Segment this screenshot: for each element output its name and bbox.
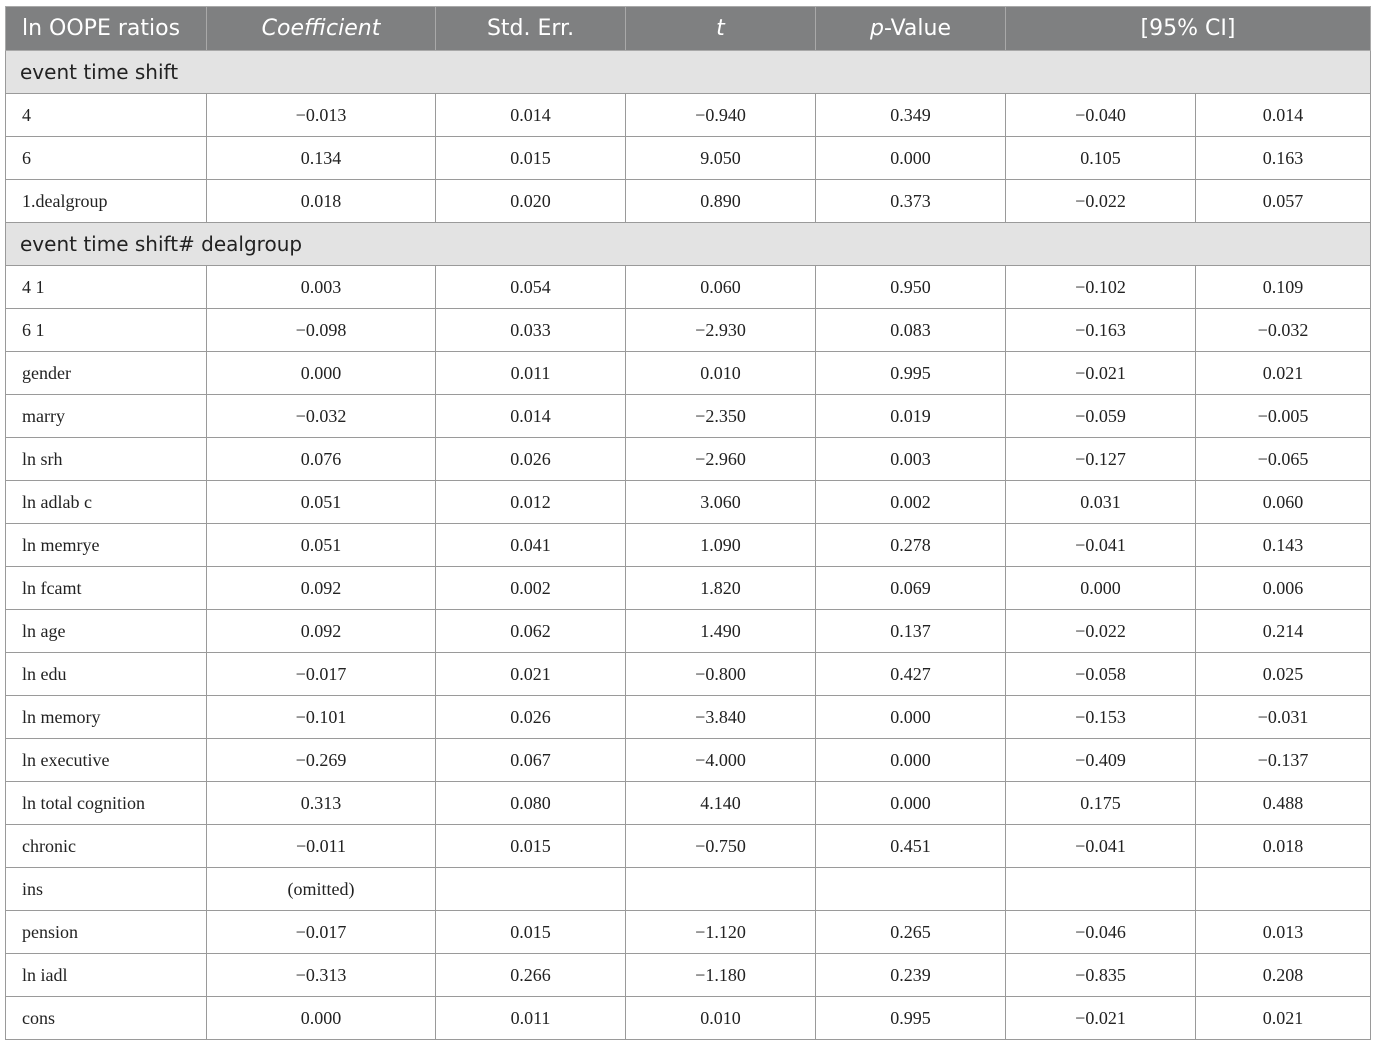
header-row [6,7,1371,51]
cell-ci-lower: 0.000 [1006,567,1196,610]
cell-t: 1.090 [626,524,816,567]
cell-p-value: 0.083 [816,309,1006,352]
cell-ci-upper: −0.137 [1196,739,1371,782]
cell-t: −2.350 [626,395,816,438]
cell-p-value: 0.427 [816,653,1006,696]
cell-std-err: 0.266 [436,954,626,997]
cell-p-value: 0.000 [816,696,1006,739]
cell-variable: ln memory [6,696,207,739]
cell-coefficient: −0.011 [207,825,436,868]
cell-t: 3.060 [626,481,816,524]
cell-t: −0.800 [626,653,816,696]
cell-p-value: 0.000 [816,739,1006,782]
header-ci: [95% CI] [1006,7,1371,51]
cell-std-err: 0.067 [436,739,626,782]
cell-ci-upper: 0.163 [1196,137,1371,180]
cell-variable: 4 [6,94,207,137]
cell-ci-lower [1006,868,1196,911]
cell-ci-lower: 0.105 [1006,137,1196,180]
cell-variable: 1.dealgroup [6,180,207,223]
cell-p-value: 0.002 [816,481,1006,524]
table-row [6,911,1371,954]
table-row [6,567,1371,610]
cell-variable: ln srh [6,438,207,481]
cell-t: −2.960 [626,438,816,481]
cell-variable: gender [6,352,207,395]
cell-t: 9.050 [626,137,816,180]
cell-std-err: 0.020 [436,180,626,223]
cell-p-value: 0.451 [816,825,1006,868]
cell-variable: ln executive [6,739,207,782]
cell-ci-upper: 0.021 [1196,352,1371,395]
cell-ci-lower: −0.102 [1006,266,1196,309]
cell-p-value: 0.265 [816,911,1006,954]
table-row [6,954,1371,997]
cell-std-err: 0.026 [436,696,626,739]
cell-std-err: 0.012 [436,481,626,524]
header-variable: ln OOPE ratios [6,7,207,51]
cell-coefficient: −0.101 [207,696,436,739]
cell-coefficient: (omitted) [207,868,436,911]
table-row [6,524,1371,567]
cell-p-value [816,868,1006,911]
cell-coefficient: −0.017 [207,911,436,954]
cell-p-value: 0.950 [816,266,1006,309]
cell-p-value: 0.003 [816,438,1006,481]
cell-ci-upper: 0.014 [1196,94,1371,137]
cell-ci-lower: −0.046 [1006,911,1196,954]
table-row [6,309,1371,352]
section-header-row [6,223,1371,266]
table-row [6,868,1371,911]
cell-ci-lower: 0.175 [1006,782,1196,825]
cell-coefficient: −0.098 [207,309,436,352]
cell-ci-upper: 0.018 [1196,825,1371,868]
cell-coefficient: −0.032 [207,395,436,438]
cell-t: −3.840 [626,696,816,739]
cell-ci-lower: −0.022 [1006,180,1196,223]
table-row [6,352,1371,395]
cell-t: 0.060 [626,266,816,309]
table-row [6,610,1371,653]
cell-p-value: 0.137 [816,610,1006,653]
cell-t: −1.180 [626,954,816,997]
cell-p-value: 0.000 [816,782,1006,825]
cell-t: −0.750 [626,825,816,868]
cell-t: 0.010 [626,997,816,1040]
header-t: t [626,7,816,51]
section-title: event time shift# dealgroup [6,223,1371,266]
cell-ci-lower: −0.022 [1006,610,1196,653]
table-row [6,395,1371,438]
cell-ci-upper: −0.065 [1196,438,1371,481]
cell-std-err: 0.014 [436,94,626,137]
cell-std-err: 0.054 [436,266,626,309]
cell-ci-upper: 0.488 [1196,782,1371,825]
cell-t: −2.930 [626,309,816,352]
cell-ci-upper: 0.143 [1196,524,1371,567]
cell-ci-upper: 0.025 [1196,653,1371,696]
cell-ci-upper: 0.057 [1196,180,1371,223]
cell-variable: pension [6,911,207,954]
table-row [6,997,1371,1040]
cell-coefficient: 0.134 [207,137,436,180]
cell-variable: ln memrye [6,524,207,567]
cell-variable: 4 1 [6,266,207,309]
cell-t: 4.140 [626,782,816,825]
cell-variable: ln adlab c [6,481,207,524]
cell-variable: chronic [6,825,207,868]
regression-table-container [5,6,1370,1040]
cell-std-err: 0.021 [436,653,626,696]
table-row [6,782,1371,825]
cell-coefficient: −0.269 [207,739,436,782]
cell-ci-upper: 0.060 [1196,481,1371,524]
cell-std-err [436,868,626,911]
cell-ci-lower: −0.021 [1006,352,1196,395]
cell-variable: ln edu [6,653,207,696]
cell-std-err: 0.002 [436,567,626,610]
cell-ci-lower: −0.041 [1006,825,1196,868]
table-row [6,438,1371,481]
cell-p-value: 0.373 [816,180,1006,223]
cell-coefficient: −0.017 [207,653,436,696]
cell-coefficient: 0.051 [207,524,436,567]
cell-coefficient: −0.313 [207,954,436,997]
cell-ci-upper [1196,868,1371,911]
cell-coefficient: 0.092 [207,567,436,610]
cell-variable: ln age [6,610,207,653]
cell-p-value: 0.239 [816,954,1006,997]
cell-variable: ins [6,868,207,911]
cell-ci-lower: −0.041 [1006,524,1196,567]
cell-p-value: 0.019 [816,395,1006,438]
cell-ci-lower: −0.153 [1006,696,1196,739]
cell-variable: ln total cognition [6,782,207,825]
cell-ci-lower: −0.835 [1006,954,1196,997]
cell-ci-lower: −0.059 [1006,395,1196,438]
table-row [6,739,1371,782]
cell-coefficient: 0.076 [207,438,436,481]
cell-std-err: 0.033 [436,309,626,352]
cell-ci-upper: 0.021 [1196,997,1371,1040]
cell-ci-lower: 0.031 [1006,481,1196,524]
cell-variable: marry [6,395,207,438]
cell-coefficient: 0.000 [207,352,436,395]
cell-variable: 6 1 [6,309,207,352]
cell-std-err: 0.011 [436,352,626,395]
cell-variable: cons [6,997,207,1040]
cell-ci-lower: −0.058 [1006,653,1196,696]
cell-t [626,868,816,911]
table-row [6,825,1371,868]
cell-std-err: 0.015 [436,825,626,868]
cell-t: 1.490 [626,610,816,653]
table-row [6,137,1371,180]
cell-ci-lower: −0.040 [1006,94,1196,137]
cell-p-value: 0.069 [816,567,1006,610]
cell-ci-upper: −0.032 [1196,309,1371,352]
cell-coefficient: 0.000 [207,997,436,1040]
cell-coefficient: −0.013 [207,94,436,137]
cell-ci-upper: 0.214 [1196,610,1371,653]
header-std-err: Std. Err. [436,7,626,51]
cell-std-err: 0.026 [436,438,626,481]
cell-ci-upper: 0.109 [1196,266,1371,309]
cell-p-value: 0.278 [816,524,1006,567]
cell-ci-lower: −0.163 [1006,309,1196,352]
cell-t: −1.120 [626,911,816,954]
cell-variable: ln fcamt [6,567,207,610]
cell-std-err: 0.015 [436,137,626,180]
cell-coefficient: 0.003 [207,266,436,309]
cell-t: −4.000 [626,739,816,782]
cell-p-value: 0.995 [816,997,1006,1040]
cell-ci-upper: 0.006 [1196,567,1371,610]
table-body [6,51,1371,1040]
cell-ci-upper: 0.208 [1196,954,1371,997]
table-row [6,653,1371,696]
cell-std-err: 0.014 [436,395,626,438]
cell-t: 0.010 [626,352,816,395]
cell-coefficient: 0.092 [207,610,436,653]
cell-std-err: 0.015 [436,911,626,954]
cell-ci-upper: −0.031 [1196,696,1371,739]
table-row [6,266,1371,309]
cell-coefficient: 0.051 [207,481,436,524]
header-coefficient: Coefficient [207,7,436,51]
section-title: event time shift [6,51,1371,94]
regression-table [5,6,1371,1040]
cell-coefficient: 0.313 [207,782,436,825]
header-p-italic: p [869,16,884,41]
cell-std-err: 0.080 [436,782,626,825]
cell-std-err: 0.041 [436,524,626,567]
cell-ci-upper: 0.013 [1196,911,1371,954]
cell-coefficient: 0.018 [207,180,436,223]
table-header [6,7,1371,51]
table-row [6,696,1371,739]
cell-std-err: 0.062 [436,610,626,653]
cell-t: 0.890 [626,180,816,223]
cell-ci-upper: −0.005 [1196,395,1371,438]
cell-p-value: 0.000 [816,137,1006,180]
header-p-rest: -Value [883,16,952,41]
table-row [6,481,1371,524]
table-row [6,180,1371,223]
cell-p-value: 0.349 [816,94,1006,137]
cell-p-value: 0.995 [816,352,1006,395]
cell-ci-lower: −0.021 [1006,997,1196,1040]
cell-variable: ln iadl [6,954,207,997]
cell-t: 1.820 [626,567,816,610]
header-p-value [816,7,1006,51]
cell-ci-lower: −0.409 [1006,739,1196,782]
cell-ci-lower: −0.127 [1006,438,1196,481]
table-row [6,94,1371,137]
section-header-row [6,51,1371,94]
cell-variable: 6 [6,137,207,180]
cell-std-err: 0.011 [436,997,626,1040]
cell-t: −0.940 [626,94,816,137]
